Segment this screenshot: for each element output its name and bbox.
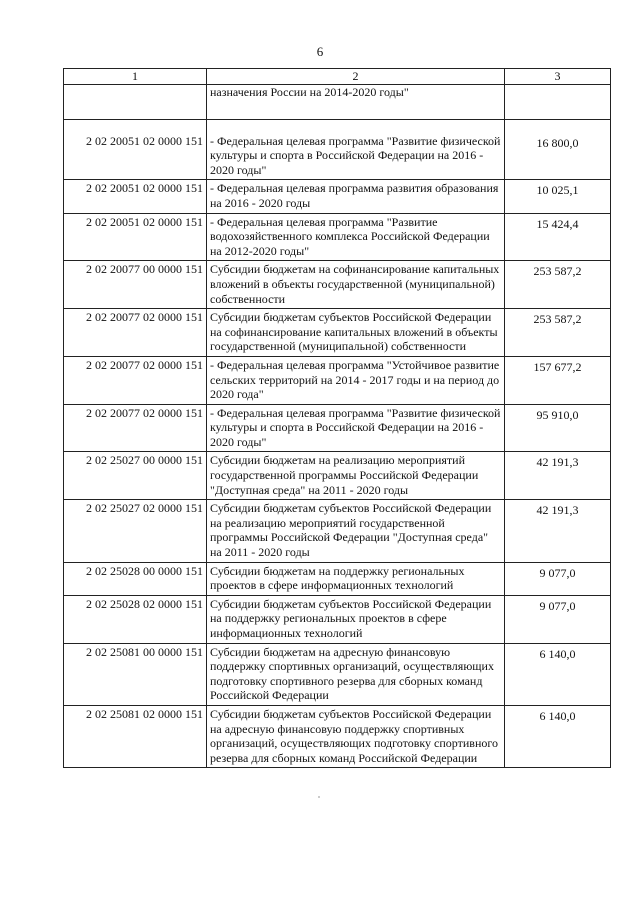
cell-amount — [505, 500, 611, 562]
cell-description: - Федеральная целевая программа "Развитие водохозяйственного комплекса Российской Федерации на 2012-2020 годы" — [207, 213, 505, 261]
amount-value: 16 800,0 — [536, 135, 579, 150]
amount-value: 95 910,0 — [536, 407, 579, 422]
table-row — [64, 213, 611, 261]
cell-description: - Федеральная целевая программа развития образования на 2016 - 2020 годы — [207, 180, 505, 213]
column-header-code: 1 — [64, 69, 207, 85]
cell-code: 2 02 25027 02 0000 151 — [64, 500, 207, 562]
amount-value: 10 025,1 — [536, 183, 579, 198]
amount-value: 42 191,3 — [536, 455, 579, 470]
cell-code: 2 02 25028 00 0000 151 — [64, 562, 207, 595]
cell-description: Субсидии бюджетам субъектов Российской Федерации на поддержку региональных проектов в сфере информационных технологий — [207, 595, 505, 643]
cell-description: Субсидии бюджетам на софинансирование капитальных вложений в объекты государственной (муниципальной) собственности — [207, 261, 505, 309]
table-row — [64, 643, 611, 705]
scan-speck — [318, 796, 320, 798]
cell-description: Субсидии бюджетам на адресную финансовую поддержку спортивных организаций, осуществляющих подготовку спортивного резерва для сборных команд Российской Федерации — [207, 643, 505, 705]
amount-value: 157 677,2 — [533, 359, 582, 374]
cell-description: - Федеральная целевая программа "Развитие физической культуры и спорта в Российской Федерации на 2016 - 2020 годы" — [207, 404, 505, 452]
page-number: 6 — [316, 44, 324, 59]
cell-code: 2 02 20077 00 0000 151 — [64, 261, 207, 309]
table-row — [64, 404, 611, 452]
cell-amount — [505, 705, 611, 767]
column-header-amount: 3 — [505, 69, 611, 85]
cell-amount — [505, 404, 611, 452]
cell-code: 2 02 20077 02 0000 151 — [64, 309, 207, 357]
amount-value: 42 191,3 — [536, 503, 579, 518]
cell-description: Субсидии бюджетам на поддержку региональных проектов в сфере информационных технологий — [207, 562, 505, 595]
cell-amount — [505, 562, 611, 595]
cell-amount — [505, 452, 611, 500]
cell-amount — [505, 356, 611, 404]
table-row — [64, 356, 611, 404]
cell-code: 2 02 25027 00 0000 151 — [64, 452, 207, 500]
cell-code: 2 02 25081 02 0000 151 — [64, 705, 207, 767]
cell-code: 2 02 20051 02 0000 151 — [64, 119, 207, 180]
amount-value: 15 424,4 — [536, 216, 579, 231]
cell-code: 2 02 20077 02 0000 151 — [64, 404, 207, 452]
table-row — [64, 261, 611, 309]
cell-amount — [505, 309, 611, 357]
amount-value: 253 587,2 — [533, 264, 582, 279]
table-row — [64, 119, 611, 180]
cell-code: 2 02 20077 02 0000 151 — [64, 356, 207, 404]
table-row — [64, 705, 611, 767]
amount-value: 9 077,0 — [539, 565, 576, 580]
cell-code: 2 02 25081 00 0000 151 — [64, 643, 207, 705]
cell-amount — [505, 84, 611, 119]
cell-amount — [505, 213, 611, 261]
cell-code: 2 02 20051 02 0000 151 — [64, 213, 207, 261]
cell-description: Субсидии бюджетам субъектов Российской Федерации на реализацию мероприятий государственной программы Российской Федерации "Доступная среда" на 2011 - 2020 годы — [207, 500, 505, 562]
amount-value: 9 077,0 — [539, 598, 576, 613]
cell-description: Субсидии бюджетам на реализацию мероприятий государственной программы Российской Федерации "Доступная среда" на 2011 - 2020 годы — [207, 452, 505, 500]
continuation-row — [64, 84, 611, 119]
cell-amount — [505, 180, 611, 213]
cell-description: - Федеральная целевая программа "Устойчивое развитие сельских территорий на 2014 - 2017 годы и на период до 2020 года" — [207, 356, 505, 404]
amount-value: 253 587,2 — [533, 312, 582, 327]
table-row — [64, 180, 611, 213]
cell-description: назначения России на 2014-2020 годы" — [207, 84, 505, 119]
cell-code: 2 02 25028 02 0000 151 — [64, 595, 207, 643]
column-header-description: 2 — [207, 69, 505, 85]
cell-amount — [505, 595, 611, 643]
table-row — [64, 595, 611, 643]
amount-value: 6 140,0 — [539, 646, 576, 661]
table-body — [64, 84, 611, 768]
amount-value: 6 140,0 — [539, 708, 576, 723]
cell-description: Субсидии бюджетам субъектов Российской Федерации на адресную финансовую поддержку спортивных организаций, осуществляющих подготовку спортивного резерва для сборных команд Российской Федерации — [207, 705, 505, 767]
budget-table — [63, 68, 611, 768]
cell-code — [64, 84, 207, 119]
cell-amount — [505, 119, 611, 180]
table-header — [64, 69, 611, 85]
header-row — [64, 69, 611, 85]
cell-amount — [505, 643, 611, 705]
table-row — [64, 309, 611, 357]
cell-description: Субсидии бюджетам субъектов Российской Федерации на софинансирование капитальных вложений в объекты государственной (муниципальной) собственности — [207, 309, 505, 357]
table-row — [64, 562, 611, 595]
cell-amount — [505, 261, 611, 309]
table-row — [64, 452, 611, 500]
cell-code: 2 02 20051 02 0000 151 — [64, 180, 207, 213]
table-row — [64, 500, 611, 562]
cell-description: - Федеральная целевая программа "Развитие физической культуры и спорта в Российской Федерации на 2016 - 2020 годы" — [207, 119, 505, 180]
